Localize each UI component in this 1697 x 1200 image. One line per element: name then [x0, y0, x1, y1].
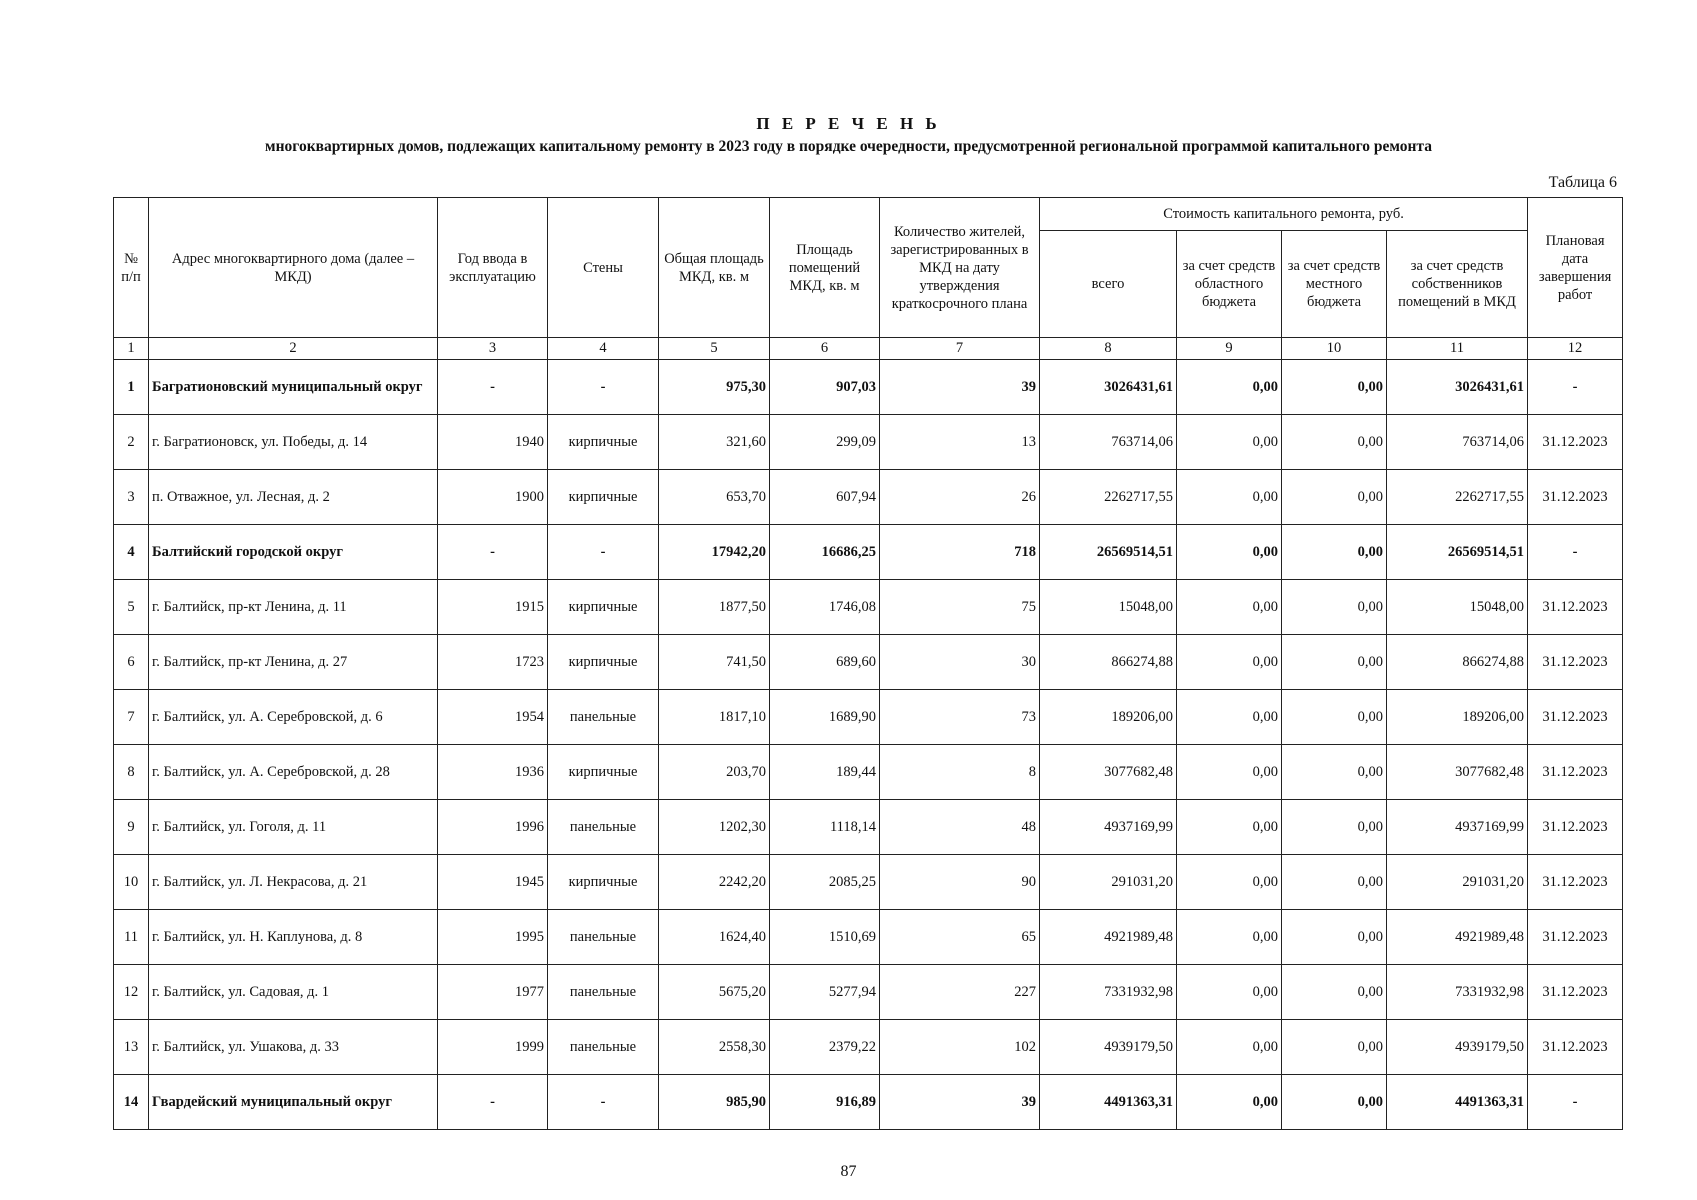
walls-cell: панельные	[548, 800, 659, 855]
cost-local-cell: 0,00	[1282, 1075, 1387, 1130]
total-area-cell: 653,70	[659, 470, 770, 525]
row-number: 3	[114, 470, 149, 525]
year-cell: 1945	[438, 855, 548, 910]
cost-total-cell: 866274,88	[1040, 635, 1177, 690]
table-row	[114, 910, 1623, 965]
completion-cell: 31.12.2023	[1528, 745, 1623, 800]
col-header-residents: Количество жителей, зарегистрированных в МКД на дату утверждения краткосрочного плана	[880, 198, 1040, 338]
cost-regional-cell: 0,00	[1177, 855, 1282, 910]
cost-regional-cell: 0,00	[1177, 360, 1282, 415]
row-number: 13	[114, 1020, 149, 1075]
cost-total-cell: 26569514,51	[1040, 525, 1177, 580]
residents-cell: 90	[880, 855, 1040, 910]
cost-local-cell: 0,00	[1282, 360, 1387, 415]
cost-total-cell: 4939179,50	[1040, 1020, 1177, 1075]
col-header-cost-total: всего	[1040, 231, 1177, 338]
row-number: 12	[114, 965, 149, 1020]
completion-cell: 31.12.2023	[1528, 635, 1623, 690]
completion-cell: -	[1528, 360, 1623, 415]
premises-area-cell: 607,94	[770, 470, 880, 525]
row-number: 10	[114, 855, 149, 910]
column-number: 9	[1177, 338, 1282, 360]
column-number: 1	[114, 338, 149, 360]
residents-cell: 102	[880, 1020, 1040, 1075]
walls-cell: панельные	[548, 965, 659, 1020]
address-cell: г. Балтийск, ул. А. Серебровской, д. 28	[149, 745, 438, 800]
year-cell: 1940	[438, 415, 548, 470]
cost-local-cell: 0,00	[1282, 855, 1387, 910]
document-title: П Е Р Е Ч Е Н Ь	[756, 114, 941, 133]
walls-cell: панельные	[548, 1020, 659, 1075]
residents-cell: 39	[880, 1075, 1040, 1130]
cost-regional-cell: 0,00	[1177, 525, 1282, 580]
premises-area-cell: 189,44	[770, 745, 880, 800]
cost-regional-cell: 0,00	[1177, 470, 1282, 525]
residents-cell: 30	[880, 635, 1040, 690]
total-area-cell: 1202,30	[659, 800, 770, 855]
cost-total-cell: 4491363,31	[1040, 1075, 1177, 1130]
walls-cell: панельные	[548, 910, 659, 965]
address-cell: г. Балтийск, ул. Н. Каплунова, д. 8	[149, 910, 438, 965]
cost-total-cell: 3026431,61	[1040, 360, 1177, 415]
column-number: 2	[149, 338, 438, 360]
residents-cell: 26	[880, 470, 1040, 525]
table-row	[114, 415, 1623, 470]
address-cell: г. Балтийск, ул. Гоголя, д. 11	[149, 800, 438, 855]
table-row	[114, 855, 1623, 910]
residents-cell: 8	[880, 745, 1040, 800]
residents-cell: 73	[880, 690, 1040, 745]
cost-owners-cell: 4939179,50	[1387, 1020, 1528, 1075]
completion-cell: -	[1528, 525, 1623, 580]
cost-total-cell: 3077682,48	[1040, 745, 1177, 800]
column-number: 7	[880, 338, 1040, 360]
completion-cell: 31.12.2023	[1528, 580, 1623, 635]
walls-cell: кирпичные	[548, 635, 659, 690]
cost-owners-cell: 763714,06	[1387, 415, 1528, 470]
cost-total-cell: 4921989,48	[1040, 910, 1177, 965]
premises-area-cell: 916,89	[770, 1075, 880, 1130]
year-cell: 1936	[438, 745, 548, 800]
row-number: 14	[114, 1075, 149, 1130]
row-number: 1	[114, 360, 149, 415]
page-number: 87	[840, 1163, 857, 1180]
row-number: 6	[114, 635, 149, 690]
address-cell: г. Балтийск, ул. Садовая, д. 1	[149, 965, 438, 1020]
cost-owners-cell: 3077682,48	[1387, 745, 1528, 800]
table-row	[114, 470, 1623, 525]
walls-cell: кирпичные	[548, 745, 659, 800]
row-number: 7	[114, 690, 149, 745]
walls-cell: панельные	[548, 690, 659, 745]
cost-local-cell: 0,00	[1282, 635, 1387, 690]
residents-cell: 48	[880, 800, 1040, 855]
column-number: 11	[1387, 338, 1528, 360]
column-number: 5	[659, 338, 770, 360]
total-area-cell: 17942,20	[659, 525, 770, 580]
walls-cell: -	[548, 525, 659, 580]
year-cell: 1977	[438, 965, 548, 1020]
cost-local-cell: 0,00	[1282, 1020, 1387, 1075]
cost-local-cell: 0,00	[1282, 745, 1387, 800]
walls-cell: кирпичные	[548, 580, 659, 635]
completion-cell: -	[1528, 1075, 1623, 1130]
table-row	[114, 690, 1623, 745]
premises-area-cell: 1118,14	[770, 800, 880, 855]
walls-cell: кирпичные	[548, 415, 659, 470]
premises-area-cell: 689,60	[770, 635, 880, 690]
year-cell: 1995	[438, 910, 548, 965]
row-number: 11	[114, 910, 149, 965]
completion-cell: 31.12.2023	[1528, 690, 1623, 745]
residents-cell: 65	[880, 910, 1040, 965]
address-cell: п. Отважное, ул. Лесная, д. 2	[149, 470, 438, 525]
cost-owners-cell: 291031,20	[1387, 855, 1528, 910]
total-area-cell: 1817,10	[659, 690, 770, 745]
cost-owners-cell: 4921989,48	[1387, 910, 1528, 965]
row-number: 9	[114, 800, 149, 855]
cost-regional-cell: 0,00	[1177, 910, 1282, 965]
completion-cell: 31.12.2023	[1528, 965, 1623, 1020]
cost-regional-cell: 0,00	[1177, 965, 1282, 1020]
completion-cell: 31.12.2023	[1528, 910, 1623, 965]
table-group-row	[114, 525, 1623, 580]
cost-total-cell: 189206,00	[1040, 690, 1177, 745]
residents-cell: 75	[880, 580, 1040, 635]
cost-local-cell: 0,00	[1282, 690, 1387, 745]
table-row	[114, 800, 1623, 855]
total-area-cell: 1624,40	[659, 910, 770, 965]
total-area-cell: 975,30	[659, 360, 770, 415]
row-number: 4	[114, 525, 149, 580]
houses-table	[113, 197, 1623, 1130]
completion-cell: 31.12.2023	[1528, 800, 1623, 855]
residents-cell: 13	[880, 415, 1040, 470]
year-cell: 1954	[438, 690, 548, 745]
cost-total-cell: 2262717,55	[1040, 470, 1177, 525]
column-number: 12	[1528, 338, 1623, 360]
year-cell: -	[438, 525, 548, 580]
cost-regional-cell: 0,00	[1177, 635, 1282, 690]
cost-local-cell: 0,00	[1282, 910, 1387, 965]
col-header-walls: Стены	[548, 198, 659, 338]
walls-cell: -	[548, 360, 659, 415]
completion-cell: 31.12.2023	[1528, 415, 1623, 470]
col-header-cost-group: Стоимость капитального ремонта, руб.	[1040, 198, 1528, 231]
address-cell: г. Балтийск, пр-кт Ленина, д. 27	[149, 635, 438, 690]
cost-regional-cell: 0,00	[1177, 745, 1282, 800]
cost-regional-cell: 0,00	[1177, 415, 1282, 470]
col-header-year: Год ввода в эксплуатацию	[438, 198, 548, 338]
col-header-cost-owners: за счет средств собственников помещений в МКД	[1387, 231, 1528, 338]
premises-area-cell: 16686,25	[770, 525, 880, 580]
cost-local-cell: 0,00	[1282, 800, 1387, 855]
cost-local-cell: 0,00	[1282, 415, 1387, 470]
cost-owners-cell: 866274,88	[1387, 635, 1528, 690]
residents-cell: 718	[880, 525, 1040, 580]
cost-owners-cell: 7331932,98	[1387, 965, 1528, 1020]
cost-total-cell: 763714,06	[1040, 415, 1177, 470]
table-row	[114, 580, 1623, 635]
table-row	[114, 635, 1623, 690]
total-area-cell: 203,70	[659, 745, 770, 800]
col-header-num: № п/п	[114, 198, 149, 338]
address-cell: г. Багратионовск, ул. Победы, д. 14	[149, 415, 438, 470]
year-cell: 1996	[438, 800, 548, 855]
total-area-cell: 2242,20	[659, 855, 770, 910]
residents-cell: 227	[880, 965, 1040, 1020]
total-area-cell: 2558,30	[659, 1020, 770, 1075]
cost-owners-cell: 2262717,55	[1387, 470, 1528, 525]
total-area-cell: 5675,20	[659, 965, 770, 1020]
cost-owners-cell: 15048,00	[1387, 580, 1528, 635]
cost-owners-cell: 4491363,31	[1387, 1075, 1528, 1130]
year-cell: 1900	[438, 470, 548, 525]
table-row	[114, 745, 1623, 800]
cost-local-cell: 0,00	[1282, 965, 1387, 1020]
cost-total-cell: 7331932,98	[1040, 965, 1177, 1020]
address-cell: г. Балтийск, ул. Л. Некрасова, д. 21	[149, 855, 438, 910]
cost-regional-cell: 0,00	[1177, 690, 1282, 745]
cost-regional-cell: 0,00	[1177, 1075, 1282, 1130]
col-header-address: Адрес многоквартирного дома (далее – МКД)	[149, 198, 438, 338]
address-cell: г. Балтийск, пр-кт Ленина, д. 11	[149, 580, 438, 635]
document-subtitle: многоквартирных домов, подлежащих капитальному ремонту в 2023 году в порядке очередности, предусмотренной региональной программой капитального ремонта	[265, 138, 1432, 155]
column-number: 10	[1282, 338, 1387, 360]
row-number: 2	[114, 415, 149, 470]
col-header-cost-local: за счет средств местного бюджета	[1282, 231, 1387, 338]
year-cell: -	[438, 1075, 548, 1130]
cost-owners-cell: 4937169,99	[1387, 800, 1528, 855]
cost-total-cell: 4937169,99	[1040, 800, 1177, 855]
address-cell: г. Балтийск, ул. А. Серебровской, д. 6	[149, 690, 438, 745]
row-number: 5	[114, 580, 149, 635]
residents-cell: 39	[880, 360, 1040, 415]
total-area-cell: 741,50	[659, 635, 770, 690]
address-cell: г. Балтийск, ул. Ушакова, д. 33	[149, 1020, 438, 1075]
col-header-premises-area: Площадь помещений МКД, кв. м	[770, 198, 880, 338]
premises-area-cell: 2085,25	[770, 855, 880, 910]
premises-area-cell: 1510,69	[770, 910, 880, 965]
cost-total-cell: 15048,00	[1040, 580, 1177, 635]
cost-owners-cell: 3026431,61	[1387, 360, 1528, 415]
completion-cell: 31.12.2023	[1528, 855, 1623, 910]
year-cell: 1723	[438, 635, 548, 690]
table-group-row	[114, 1075, 1623, 1130]
cost-owners-cell: 189206,00	[1387, 690, 1528, 745]
cost-total-cell: 291031,20	[1040, 855, 1177, 910]
table-row	[114, 1020, 1623, 1075]
col-header-completion: Плановая дата завершения работ	[1528, 198, 1623, 338]
header-row-top	[114, 198, 1623, 231]
cost-regional-cell: 0,00	[1177, 800, 1282, 855]
column-number: 8	[1040, 338, 1177, 360]
premises-area-cell: 907,03	[770, 360, 880, 415]
row-number: 8	[114, 745, 149, 800]
table-label: Таблица 6	[1548, 174, 1617, 191]
total-area-cell: 321,60	[659, 415, 770, 470]
premises-area-cell: 5277,94	[770, 965, 880, 1020]
walls-cell: кирпичные	[548, 470, 659, 525]
col-header-cost-regional: за счет средств областного бюджета	[1177, 231, 1282, 338]
completion-cell: 31.12.2023	[1528, 1020, 1623, 1075]
table-row	[114, 965, 1623, 1020]
premises-area-cell: 1746,08	[770, 580, 880, 635]
premises-area-cell: 299,09	[770, 415, 880, 470]
year-cell: -	[438, 360, 548, 415]
cost-owners-cell: 26569514,51	[1387, 525, 1528, 580]
column-number: 4	[548, 338, 659, 360]
col-header-total-area: Общая площадь МКД, кв. м	[659, 198, 770, 338]
completion-cell: 31.12.2023	[1528, 470, 1623, 525]
column-number-row	[114, 338, 1623, 360]
premises-area-cell: 1689,90	[770, 690, 880, 745]
cost-local-cell: 0,00	[1282, 580, 1387, 635]
cost-regional-cell: 0,00	[1177, 580, 1282, 635]
cost-local-cell: 0,00	[1282, 525, 1387, 580]
column-number: 6	[770, 338, 880, 360]
premises-area-cell: 2379,22	[770, 1020, 880, 1075]
year-cell: 1999	[438, 1020, 548, 1075]
cost-local-cell: 0,00	[1282, 470, 1387, 525]
address-cell: Гвардейский муниципальный округ	[149, 1075, 438, 1130]
cost-regional-cell: 0,00	[1177, 1020, 1282, 1075]
address-cell: Багратионовский муниципальный округ	[149, 360, 438, 415]
walls-cell: кирпичные	[548, 855, 659, 910]
address-cell: Балтийский городской округ	[149, 525, 438, 580]
table-group-row	[114, 360, 1623, 415]
walls-cell: -	[548, 1075, 659, 1130]
total-area-cell: 1877,50	[659, 580, 770, 635]
table-body	[114, 360, 1623, 1130]
total-area-cell: 985,90	[659, 1075, 770, 1130]
year-cell: 1915	[438, 580, 548, 635]
column-number: 3	[438, 338, 548, 360]
